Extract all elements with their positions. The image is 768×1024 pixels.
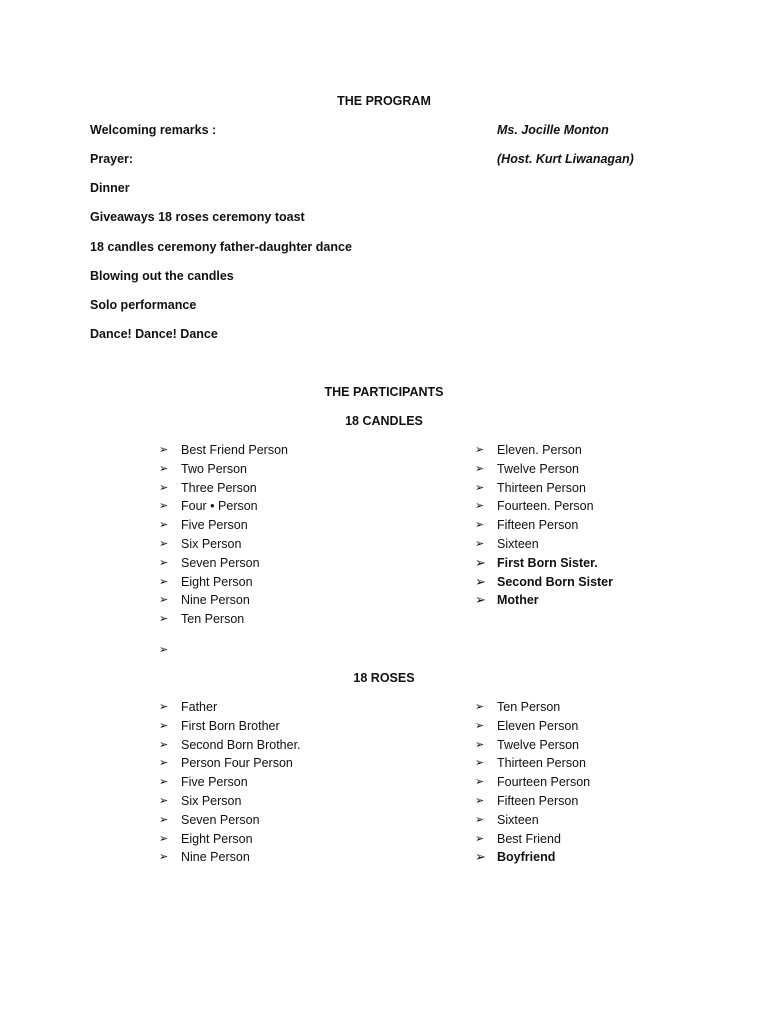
arrowhead-bullet-icon: ➢ [475,462,485,475]
arrowhead-bullet-icon: ➢ [159,719,169,732]
roses-title: 18 ROSES [353,671,415,685]
arrowhead-bullet-icon: ➢ [475,554,486,570]
list-item: ➢ Person Four Person [159,754,301,773]
program-item-prayer: Prayer: [90,152,134,166]
list-item-empty [159,641,181,660]
arrowhead-bullet-icon: ➢ [159,813,169,826]
program-item-solo: Solo performance [90,298,197,312]
program-item-dinner: Dinner [90,181,130,195]
arrowhead-bullet-icon: ➢ [475,849,486,865]
list-item: ➢ Fifteen Person [475,516,613,535]
list-item: ➢ Seven Person [159,811,301,830]
list-item: ➢ Three Person [159,479,288,498]
arrowhead-bullet-icon: ➢ [159,757,169,770]
arrowhead-bullet-icon: ➢ [159,537,169,550]
arrowhead-bullet-icon: ➢ [475,738,485,751]
roses-left-list [159,698,301,867]
list-item: ➢ Eight Person [159,830,301,849]
arrowhead-bullet-icon: ➢ [159,613,169,626]
arrowhead-bullet-icon: ➢ [475,481,485,494]
candles-left-list [159,441,288,629]
list-item: ➢ Six Person [159,535,288,554]
arrowhead-bullet-icon: ➢ [159,462,169,475]
list-item: ➢ Fourteen Person [475,773,590,792]
list-item: ➢ Fifteen Person [475,792,590,811]
arrowhead-bullet-icon: ➢ [159,738,169,751]
arrowhead-bullet-icon: ➢ [475,776,485,789]
candles-title: 18 CANDLES [345,414,423,428]
list-item: ➢ Eleven. Person [475,441,613,460]
list-item: ➢ Boyfriend [475,848,590,867]
list-item: ➢ Nine Person [159,848,301,867]
arrowhead-bullet-icon: ➢ [159,701,169,713]
roses-right-list [475,698,590,867]
arrowhead-bullet-icon: ➢ [475,519,485,532]
list-item: ➢ First Born Brother [159,717,301,736]
program-item-blowing-candles: Blowing out the candles [90,269,234,283]
program-item-welcoming: Welcoming remarks : [90,123,217,137]
host-secondary: (Host. Kurt Liwanagan) [497,152,634,166]
list-item: ➢ Nine Person [159,591,288,610]
list-item: ➢ Eight Person [159,573,288,592]
list-item: ➢ Mother [475,591,613,610]
list-item: ➢ First Born Sister. [475,554,613,573]
arrowhead-bullet-icon: ➢ [475,813,485,826]
program-item-giveaways: Giveaways 18 roses ceremony toast [90,210,305,224]
arrowhead-bullet-icon: ➢ [475,500,485,513]
arrowhead-bullet-icon: ➢ [475,444,485,456]
arrowhead-bullet-icon: ➢ [159,851,169,864]
arrowhead-bullet-icon: ➢ [159,794,169,807]
arrowhead-bullet-icon: ➢ [159,500,169,513]
list-item: ➢ Twelve Person [475,460,613,479]
program-item-dance: Dance! Dance! Dance [90,327,218,341]
list-item: ➢ Seven Person [159,554,288,573]
list-item: ➢ Sixteen [475,811,590,830]
list-item: ➢ Five Person [159,516,288,535]
arrowhead-bullet-icon: ➢ [475,537,485,550]
list-item: ➢ Fourteen. Person [475,497,613,516]
arrowhead-bullet-icon: ➢ [159,644,169,656]
participants-title: THE PARTICIPANTS [324,385,444,399]
arrowhead-bullet-icon: ➢ [475,757,485,770]
arrowhead-bullet-icon: ➢ [159,594,169,607]
list-item: ➢ Four • Person [159,497,288,516]
arrowhead-bullet-icon: ➢ [159,444,169,456]
arrowhead-bullet-icon: ➢ [475,573,486,589]
arrowhead-bullet-icon: ➢ [159,776,169,789]
arrowhead-bullet-icon: ➢ [475,701,485,713]
list-item: ➢ Eleven Person [475,717,590,736]
list-item: ➢ Second Born Brother. [159,736,301,755]
arrowhead-bullet-icon: ➢ [159,832,169,845]
candles-right-list [475,441,613,610]
list-item: ➢ Twelve Person [475,736,590,755]
arrowhead-bullet-icon: ➢ [475,832,485,845]
program-title: THE PROGRAM [337,94,431,108]
list-item: ➢ Second Born Sister [475,573,613,592]
arrowhead-bullet-icon: ➢ [475,592,486,608]
list-item: ➢ Best Friend [475,830,590,849]
program-item-candles-ceremony: 18 candles ceremony father-daughter dance [90,240,352,254]
arrowhead-bullet-icon: ➢ [159,556,169,569]
arrowhead-bullet-icon: ➢ [159,519,169,532]
list-item: ➢ Five Person [159,773,301,792]
list-item: ➢ Ten Person [475,698,590,717]
arrowhead-bullet-icon: ➢ [159,481,169,494]
list-item: ➢ Ten Person [159,610,288,629]
list-item: ➢ Best Friend Person [159,441,288,460]
arrowhead-bullet-icon: ➢ [475,719,485,732]
list-item: ➢ Sixteen [475,535,613,554]
arrowhead-bullet-icon: ➢ [475,794,485,807]
list-item: ➢ Two Person [159,460,288,479]
list-item: ➢ Thirteen Person [475,754,590,773]
candles-empty-list [159,641,181,660]
list-item: ➢ Father [159,698,301,717]
arrowhead-bullet-icon: ➢ [159,575,169,588]
host-name: Ms. Jocille Monton [497,123,609,137]
list-item: ➢ Thirteen Person [475,479,613,498]
list-item: ➢ Six Person [159,792,301,811]
